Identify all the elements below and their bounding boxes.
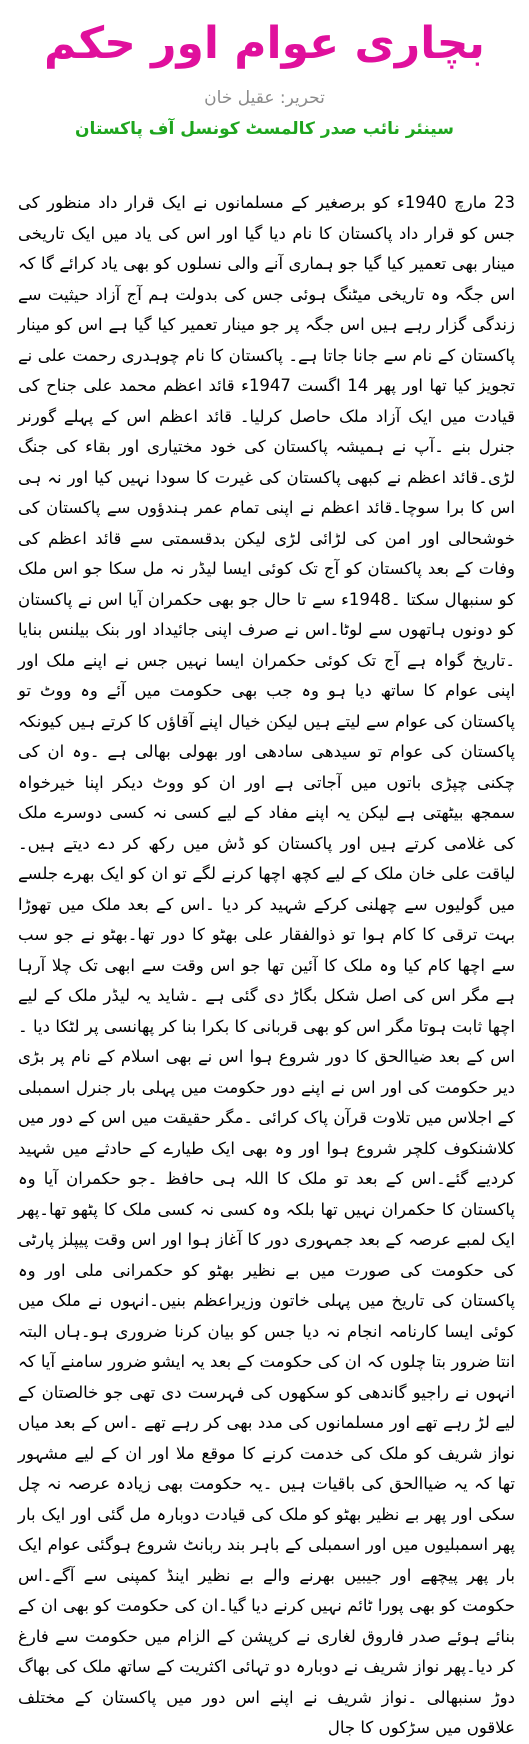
author-designation: سینئر نائب صدر کالمسٹ کونسل آف پاکستان: [75, 119, 454, 139]
article-author: تحریر: عقیل خان: [204, 88, 325, 108]
article-body: 23 مارچ 1940ء کو برصغیر کے مسلمانوں نے ایک قرار داد منظور کی جس کو قرار داد پاکستان کا نام دیا گیا اور اس کی یاد میں ایک تاریخی مینار بھی تعمیر کیا گیا جو ہماری آنے والی نسلوں کو بھی یاد کرائے گا کہ اس جگہ وہ تاریخی میٹنگ ہوئی جس کی بدولت ہم آج آزاد حیثیت سے زندگی گزار رہے ہیں اس جگہ پر جو مینار تعمیر کیا گیا ہے اس کو مینار پاکستان کے نام سے جانا جاتا ہے۔ پاکستان کا نام چوہدری رحمت علی نے تجویز کیا تھا اور پھر 14 اگست 1947ء قائد اعظم محمد علی جناح کی قیادت میں ایک آزاد ملک حاصل کرلیا۔ قائد اعظم اس کے پہلے گورنر جنرل بنے ۔آپ نے ہمیشہ پاکستان کی خود مختیاری اور بقاء کی جنگ لڑی۔قائد اعظم نے کبھی پاکستان کی غیرت کا سودا نہیں کیا اور نہ ہی اس کا برا سوچا۔قائد اعظم نے اپنی تمام عمر ہندؤوں سے پاکستان کی خوشحالی اور امن کی لڑائی لڑی لیکن بدقسمتی سے قائد اعظم کی وفات کے بعد پاکستان کو آج تک کوئی ایسا لیڈر نہ مل سکا جو اس ملک کو سنبھال سکتا ۔1948ء سے تا حال جو بھی حکمران آیا اس نے پاکستان کو دونوں ہاتھوں سے لوٹا۔اس نے صرف اپنی جائیداد اور بنک بیلنس بنایا ۔تاریخ گواہ ہے آج تک کوئی حکمران ایسا نہیں جس نے اپنے ملک اور اپنی عوام کا ساتھ دیا ہو وہ جب بھی حکومت میں آئے وہ ووٹ تو پاکستان کی عوام سے لیتے ہیں لیکن خیال اپنے آقاؤں کا کرتے ہیں کیونکہ پاکستان کی عوام تو سیدھی سادھی اور بھولی بھالی ہے ۔وہ ان کی چکنی چپڑی باتوں میں آجاتی ہے اور ان کو ووٹ دیکر اپنا خیرخواہ سمجھ بیٹھتی ہے لیکن یہ اپنے مفاد کے لیے کسی نہ کسی دوسرے ملک کی غلامی کرتے ہیں اور پاکستان کو ڈش میں رکھ کر دے دیتے ہیں۔لیاقت علی خان ملک کے لیے کچھ اچھا کرنے لگے تو ان کو ایک بھرے جلسے میں گولیوں سے چھلنی کرکے شہید کر دیا ۔اس کے بعد ملک میں تھوڑا بہت ترقی کا کام ہوا تو ذوالفقار علی بھٹو کا دور تھا۔بھٹو نے جو سب سے اچھا کام کیا وہ ملک کا آئین تھا جو اس وقت سے ابھی تک چلا آرہا ہے مگر اس کی اصل شکل بگاڑ دی گئی ہے ۔شاید یہ لیڈر ملک کے لیے اچھا ثابت ہوتا مگر اس کو بھی قربانی کا بکرا بنا کر پھانسی پر لٹکا دیا ۔اس کے بعد ضیاالحق کا دور شروع ہوا اس نے بھی اسلام کے نام پر بڑی دیر حکومت کی اور اس نے اپنے دور حکومت میں پہلی بار جنرل اسمبلی کے اجلاس میں تلاوت قرآن پاک کرائی ۔مگر حقیقت میں اس کے دور میں کلاشنکوف کلچر شروع ہوا اور وہ بھی ایک طیارے کے حادثے میں شہید کردیے گئے۔اس کے بعد تو ملک کا اللہ ہی حافظ ۔جو حکمران آیا وہ پاکستان کا حکمران نہیں تھا بلکہ وہ کسی نہ کسی ملک کا پٹھو تھا۔پھر ایک لمبے عرصہ کے بعد جمہوری دور کا آغاز ہوا اور اس وقت پیپلز پارٹی کی حکومت کی صورت میں بے نظیر بھٹو کو حکمرانی ملی اور وہ پاکستان کی تاریخ میں پہلی خاتون وزیراعظم بنیں۔انہوں نے ملک میں کوئی ایسا کارنامہ انجام نہ دیا جس کو بیان کرنا ضروری ہو۔ہاں البتہ انتا ضرور بتا چلوں کہ ان کی حکومت کے بعد یہ ایشو ضرور سامنے آیا کہ انہوں نے راجیو گاندھی کو سکھوں کی فہرست دی تھی جو خالصتان کے لیے لڑ رہے تھے اور مسلمانوں کی مدد بھی کر رہے تھے ۔اس کے بعد میاں نواز شریف کو ملک کی خدمت کرنے کا موقع ملا اور ان کے لیے مشہور تھا کہ یہ ضیاالحق کی باقیات ہیں ۔یہ حکومت بھی زیادہ عرصہ نہ چل سکی اور پھر بے نظیر بھٹو کو ملک کی قیادت دوبارہ مل گئی اور ایک بار پھر اسمبلیوں میں اور اسمبلی کے باہر بند ربانٹ شروع ہوگئی عوام ایک بار پھر پیچھے اور جیبیں بھرنے والے بے نظیر اینڈ کمپنی سے آگے۔اس حکومت کو بھی پورا ٹائم نہیں کرنے دیا گیا۔ان کی حکومت کو بھی ان کے بنائے ہوئے صدر فاروق لغاری نے کرپشن کے الزام میں حکومت سے فارغ کر دیا۔پھر نواز شریف نے دوبارہ دو تہائی اکثریت کے ساتھ ملک کی بھاگ دوڑ سنبھالی ۔نواز شریف نے اپنے اس دور میں پاکستان کے مختلف علاقوں میں سڑکوں کا جال: [18, 193, 515, 1737]
article-title: بچاری عوام اور حکم: [44, 18, 485, 69]
